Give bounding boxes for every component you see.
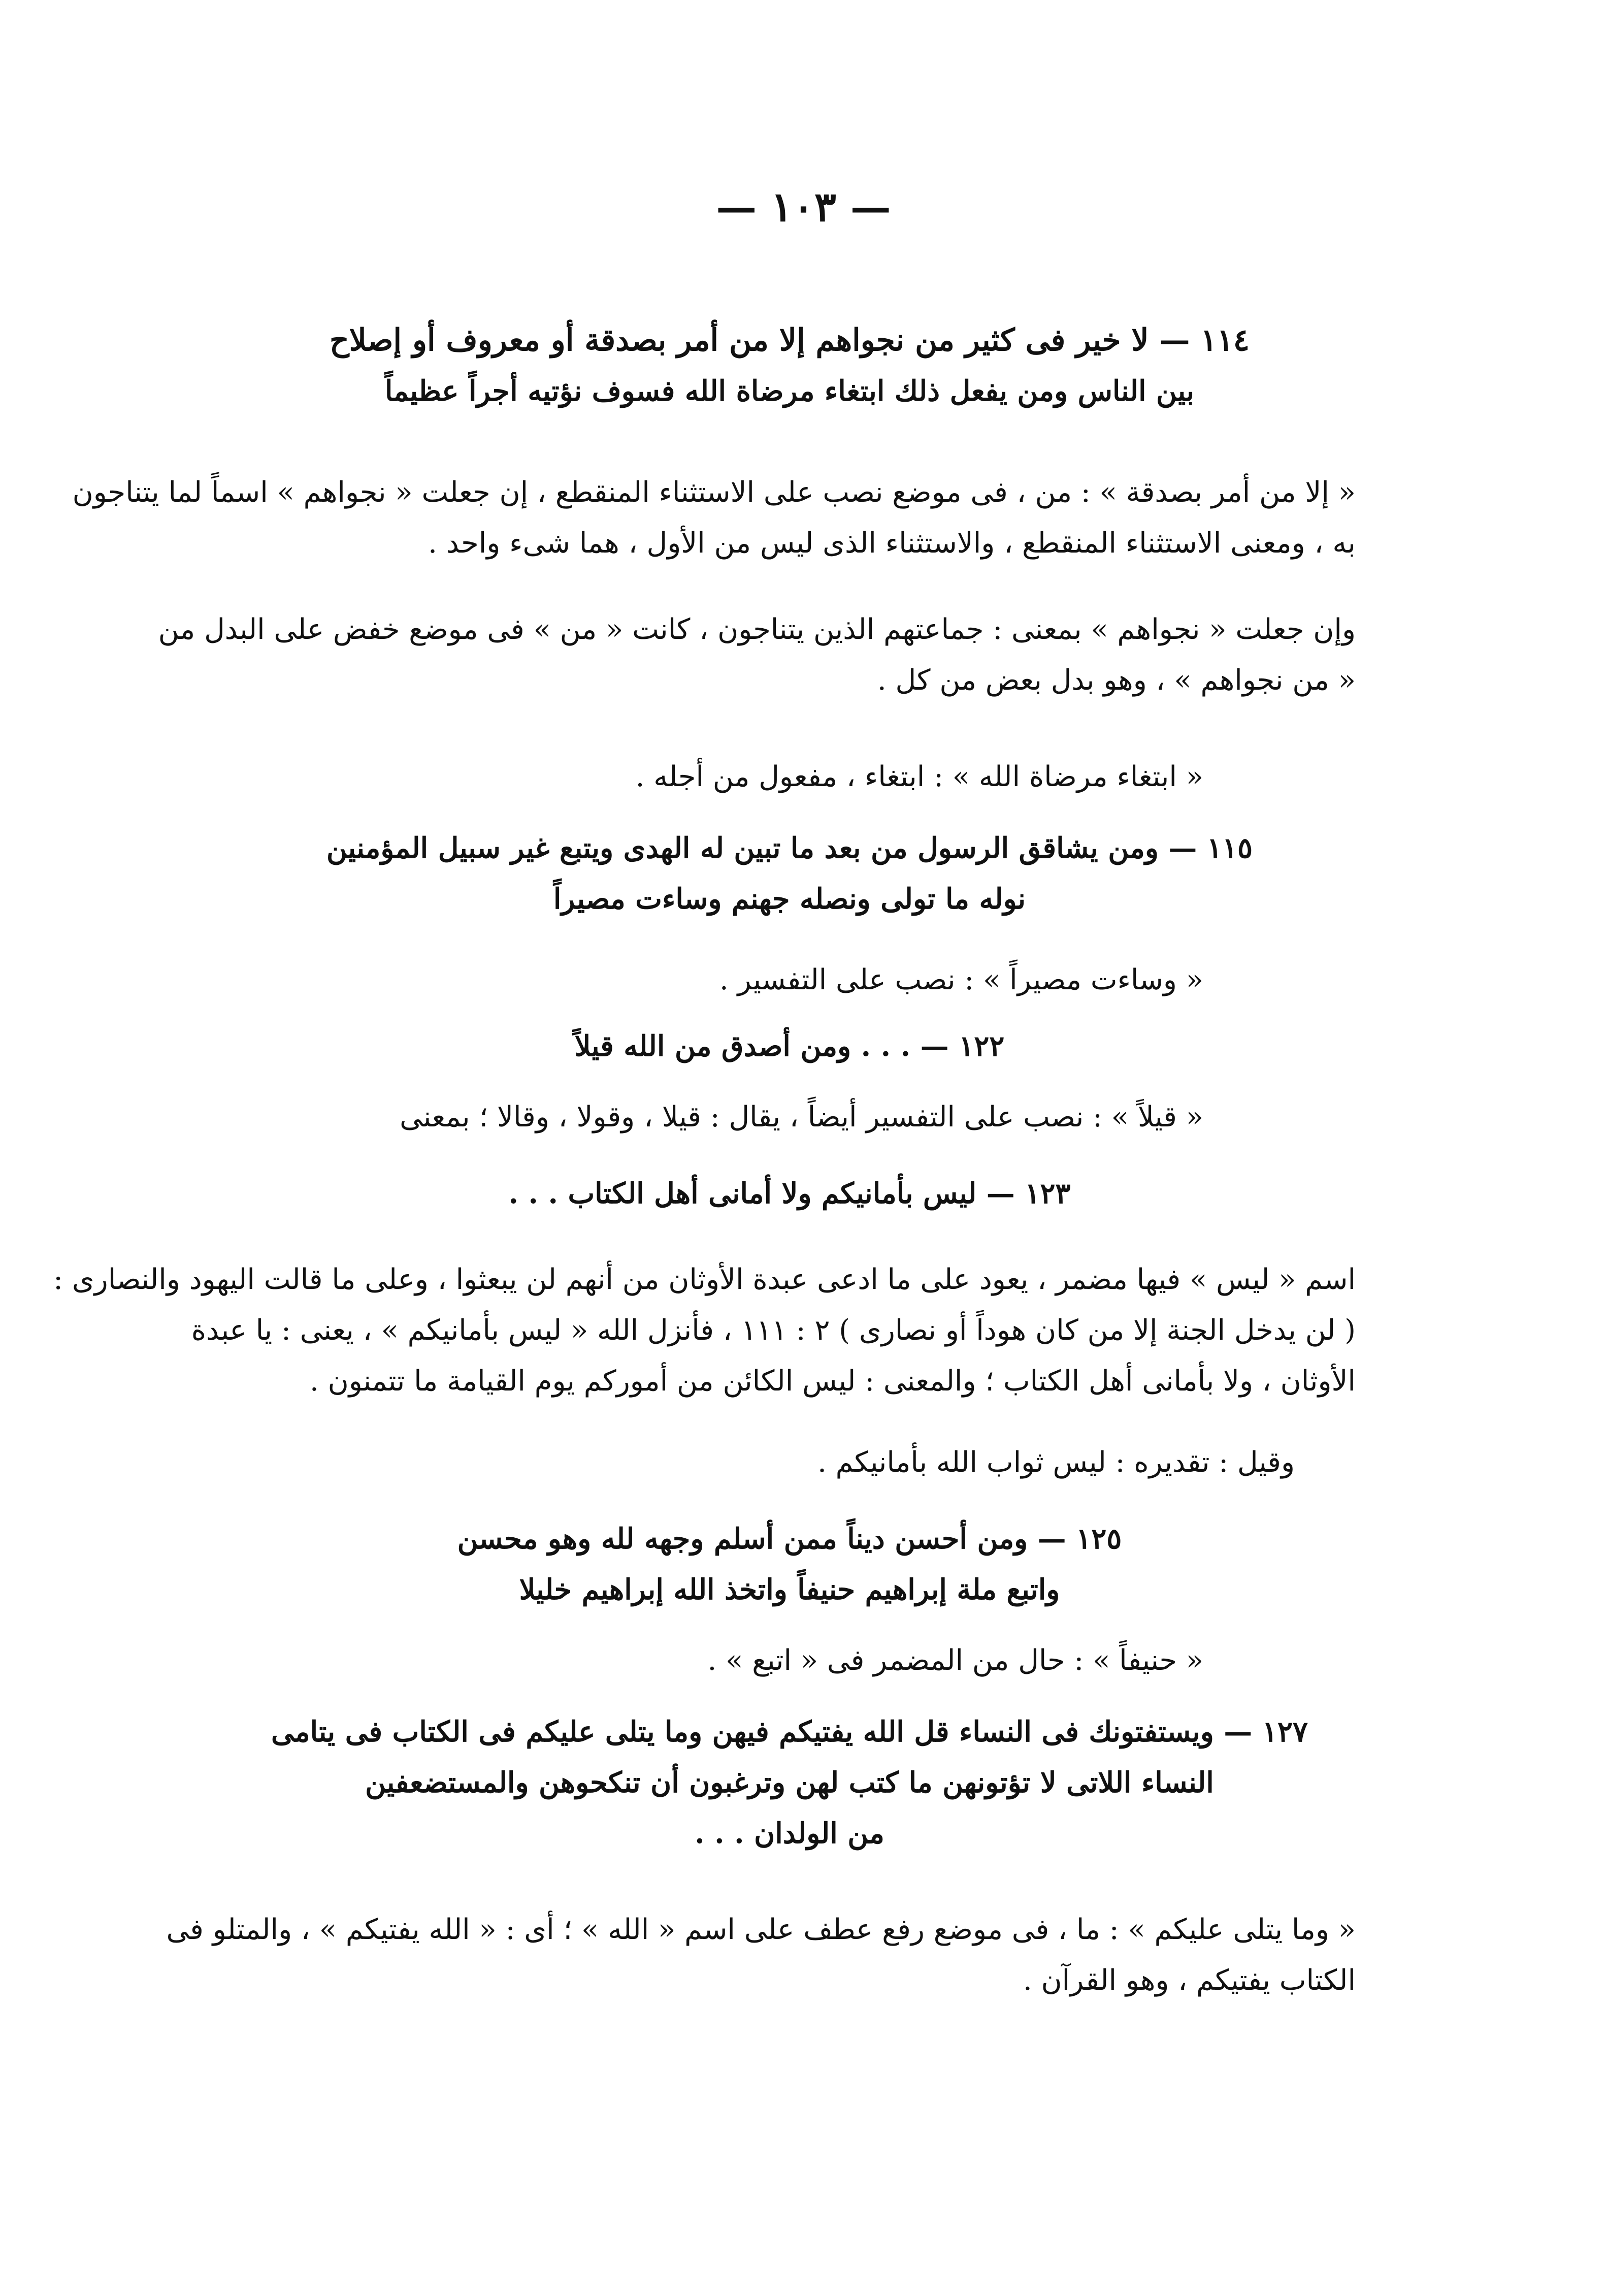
commentary-paragraph — [72, 467, 1356, 569]
commentary-line: الأوثان ، ولا بأمانى أهل الكتاب ؛ والمعنى : ليس الكائن من أموركم يوم القيامة ما تتمنون . — [309, 1365, 1356, 1398]
commentary-paragraph — [53, 1254, 1356, 1407]
commentary-line: به ، ومعنى الاستثناء المنقطع ، والاستثناء الذى ليس من الأول ، هما شىء واحد . — [428, 527, 1356, 560]
commentary-line: « حنيفاً » : حال من المضمر فى « اتبع » . — [707, 1644, 1203, 1677]
commentary-line: « وما يتلى عليكم » : ما ، فى موضع رفع عطف على اسم « الله » ؛ أى : « الله يفتيكم » ، والمتلو فى — [166, 1913, 1356, 1946]
verse-line: نوله ما تولى ونصله جهنم وساءت مصيراً — [553, 882, 1026, 916]
verse-122 — [223, 1021, 1356, 1072]
commentary-line: « من نجواهم » ، وهو بدل بعض من كل . — [877, 664, 1356, 697]
verse-114 — [223, 315, 1356, 416]
verse-125 — [223, 1513, 1356, 1615]
verse-line: ١٢٧ — ويستفتونك فى النساء قل الله يفتيكم فيهن وما يتلى عليكم فى الكتاب فى يتامى — [271, 1715, 1308, 1749]
verse-line: ١١٥ — ومن يشاقق الرسول من بعد ما تبين له الهدى ويتبع غير سبيل المؤمنين — [326, 831, 1253, 865]
verse-line: من الولدان . . . — [695, 1817, 884, 1850]
commentary-line: وإن جعلت « نجواهم » بمعنى : جماعتهم الذين يتناجون ، كانت « من » فى موضع خفض على البدل من — [158, 613, 1356, 646]
commentary-line: اسم « ليس » فيها مضمر ، يعود على ما ادعى عبدة الأوثان من أنهم لن يبعثوا ، وعلى ما قالت اليهود والنصارى : — [53, 1263, 1356, 1296]
commentary-line: « ابتغاء مرضاة الله » : ابتغاء ، مفعول من أجله . — [635, 760, 1203, 793]
commentary-paragraph — [223, 752, 1356, 802]
commentary-line: الكتاب يفتيكم ، وهو القرآن . — [1023, 1964, 1356, 1997]
commentary-line: « قيلاً » : نصب على التفسير أيضاً ، يقال : قيلا ، وقولا ، وقالا ؛ بمعنى — [400, 1101, 1203, 1134]
verse-line: ١١٤ — لا خير فى كثير من نجواهم إلا من أمر بصدقة أو معروف أو إصلاح — [329, 322, 1250, 358]
commentary-line: « وساءت مصيراً » : نصب على التفسير . — [719, 963, 1203, 996]
commentary-paragraph — [158, 604, 1356, 706]
verse-115 — [223, 823, 1356, 924]
commentary-paragraph — [166, 1904, 1356, 2006]
verse-line: النساء اللاتى لا تؤتونهن ما كتب لهن وترغبون أن تنكحوهن والمستضعفين — [365, 1766, 1214, 1799]
commentary-line: ( لن يدخل الجنة إلا من كان هوداً أو نصارى ) ٢ : ١١١ ، فأنزل الله « ليس بأمانيكم » ، يعنى : يا عبدة — [191, 1314, 1356, 1347]
commentary-paragraph — [223, 1092, 1356, 1143]
verse-line: بين الناس ومن يفعل ذلك ابتغاء مرضاة الله فسوف نؤتيه أجراً عظيماً — [384, 374, 1195, 408]
verse-123 — [223, 1168, 1356, 1219]
verse-line: واتبع ملة إبراهيم حنيفاً واتخذ الله إبراهيم خليلا — [519, 1573, 1060, 1606]
verse-line: ١٢٣ — ليس بأمانيكم ولا أمانى أهل الكتاب . . . — [508, 1177, 1071, 1210]
commentary-line: « إلا من أمر بصدقة » : من ، فى موضع نصب على الاستثناء المنقطع ، إن جعلت « نجواهم » اسماً لما يتناجون — [72, 476, 1356, 509]
verse-127 — [223, 1706, 1356, 1859]
commentary-paragraph — [223, 1635, 1356, 1686]
commentary-paragraph — [223, 955, 1356, 1006]
commentary-paragraph — [223, 1437, 1356, 1488]
page-number: — ١٠٣ — — [716, 183, 891, 231]
verse-line: ١٢٥ — ومن أحسن ديناً ممن أسلم وجهه لله وهو محسن — [457, 1522, 1122, 1556]
verse-line: ١٢٢ — . . . ومن أصدق من الله قيلاً — [574, 1029, 1005, 1063]
commentary-line: وقيل : تقديره : ليس ثواب الله بأمانيكم . — [817, 1446, 1295, 1479]
